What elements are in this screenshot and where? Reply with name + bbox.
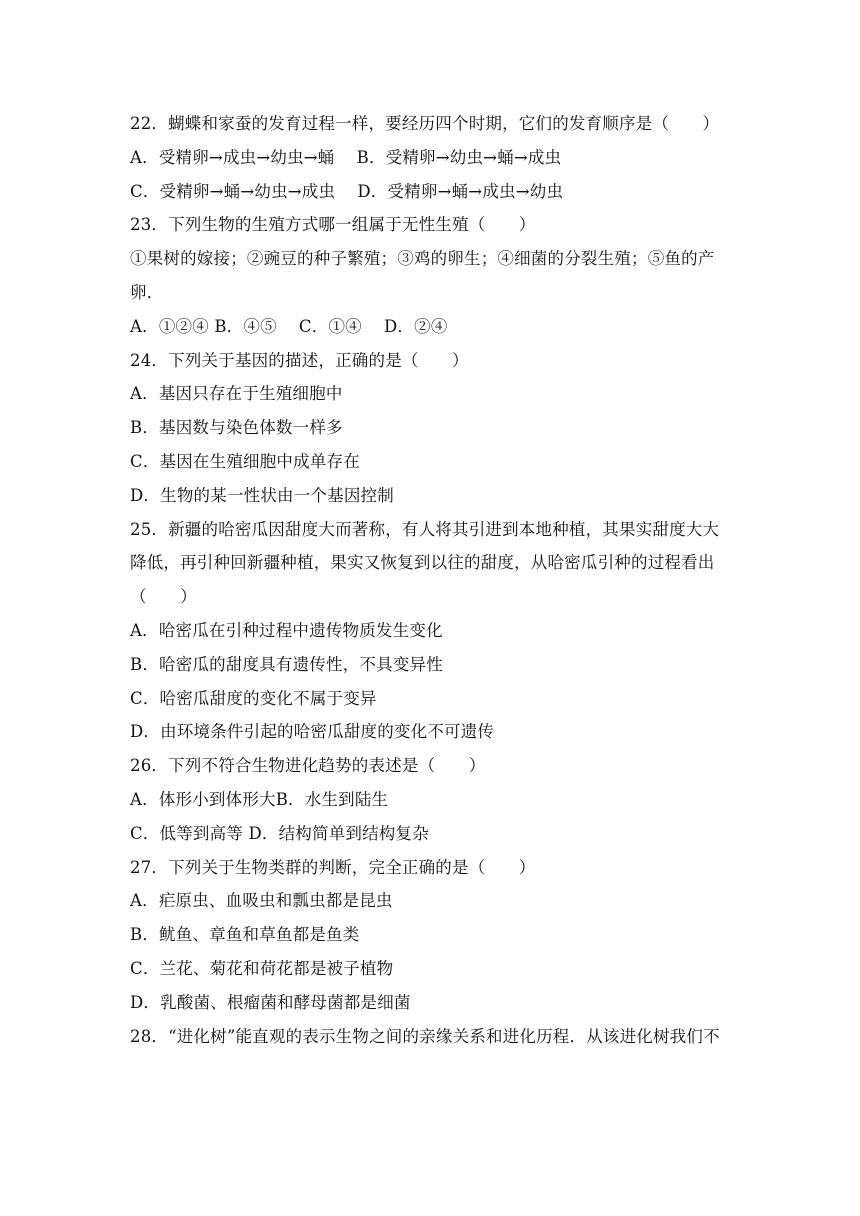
option-line: D．乳酸菌、根瘤菌和酵母菌都是细菌 [130,992,411,1012]
option-line: C．哈密瓜甜度的变化不属于变异 [130,688,377,708]
question-stem: 降低，再引种回新疆种植，果实又恢复到以往的甜度，从哈密瓜引种的过程看出 [130,553,715,573]
option-line: B．哈密瓜的甜度具有遗传性，不具变异性 [130,654,443,674]
option-line: C．兰花、菊花和荷花都是被子植物 [130,958,394,978]
option-line: D．由环境条件引起的哈密瓜甜度的变化不可遗传 [130,722,495,742]
question-stem: 27．下列关于生物类群的判断，完全正确的是（ ） [130,857,536,877]
option-line: A．①②④ B．④⑤ C．①④ D．②④ [130,316,448,336]
option-line: A．基因只存在于生殖细胞中 [130,384,343,404]
question-stem: 24．下列关于基因的描述，正确的是（ ） [130,350,469,370]
option-line: C．低等到高等 D．结构简单到结构复杂 [130,823,429,843]
question-22 [130,107,740,208]
question-stem: 22．蝴蝶和家蚕的发育过程一样，要经历四个时期，它们的发育顺序是（ ） [130,114,720,133]
question-list [130,107,740,1053]
question-26 [130,749,740,850]
option-line: C．基因在生殖细胞中成单存在 [130,451,360,471]
question-27 [130,851,740,1020]
question-stem: 卵． [130,282,164,302]
question-stem: 23．下列生物的生殖方式哪一组属于无性生殖（ ） [130,215,536,235]
option-line: A．受精卵→成虫→幼虫→蛹 B．受精卵→幼虫→蛹→成虫 [130,147,562,167]
question-stem: 28．“进化树”能直观的表示生物之间的亲缘关系和进化历程．从该进化树我们不 [130,1026,720,1046]
option-line: A．疟原虫、血吸虫和瓢虫都是昆虫 [130,891,393,911]
question-stem: 26．下列不符合生物进化趋势的表述是（ ） [130,756,486,776]
option-line: C．受精卵→蛹→幼虫→成虫 D．受精卵→蛹→成虫→幼虫 [130,181,564,201]
question-28 [130,1020,740,1054]
option-line: D．生物的某一性状由一个基因控制 [130,485,394,505]
option-line: B．鱿鱼、章鱼和草鱼都是鱼类 [130,925,360,945]
question-stem: 25．新疆的哈密瓜因甜度大而著称，有人将其引进到本地种植，其果实甜度大大 [130,519,720,539]
question-24 [130,344,740,513]
question-23 [130,208,740,343]
option-line: A．哈密瓜在引种过程中遗传物质发生变化 [130,620,443,640]
question-25 [130,513,740,750]
option-line: A．体形小到体形大B．水生到陆生 [130,789,389,809]
option-line: B．基因数与染色体数一样多 [130,418,343,438]
question-stem: （ ） [130,587,197,607]
question-stem: ①果树的嫁接；②豌豆的种子繁殖；③鸡的卵生；④细菌的分裂生殖；⑤鱼的产 [130,249,715,269]
